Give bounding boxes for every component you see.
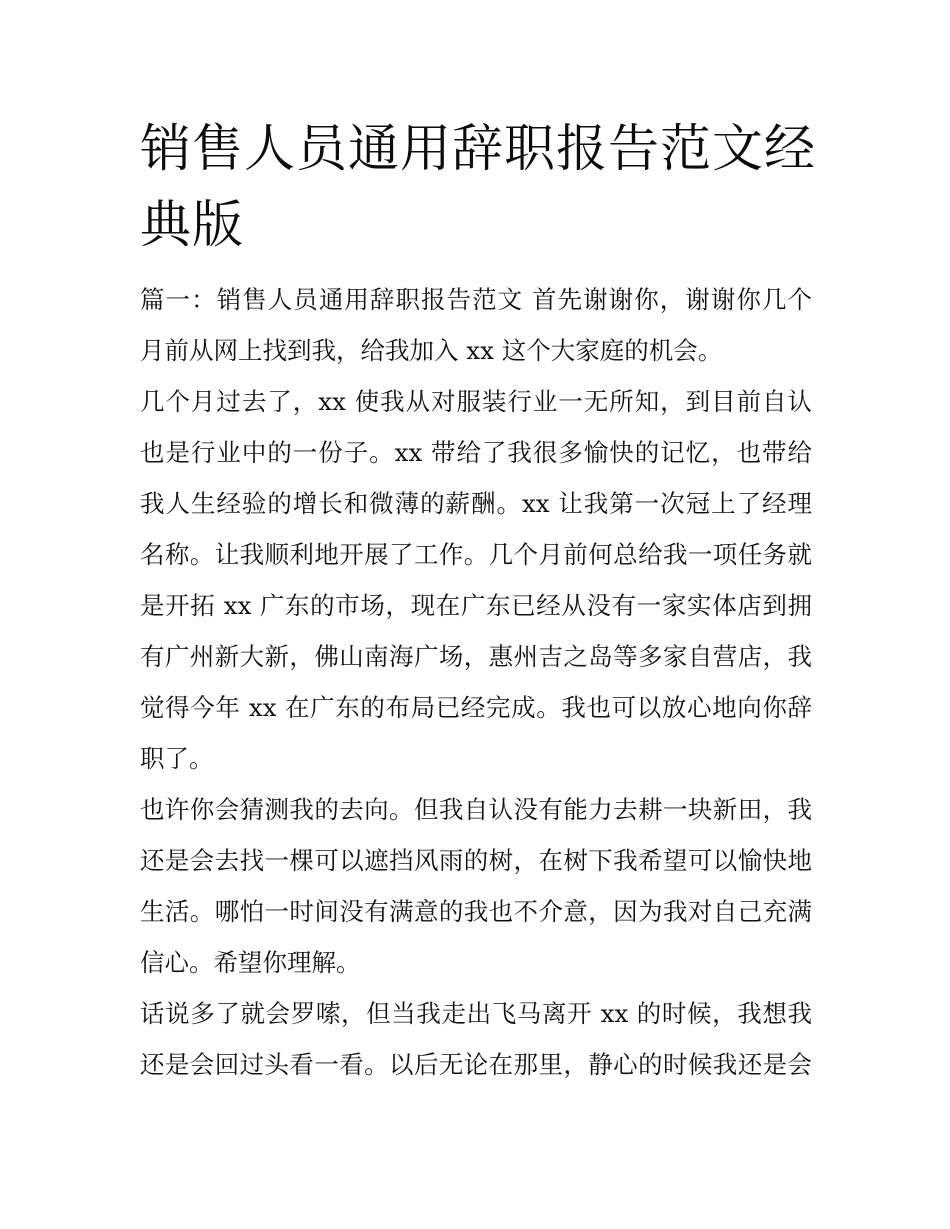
- text-line: 月前从网上找到我，给我加入 xx 这个大家庭的机会。: [140, 336, 723, 365]
- document-body: [140, 281, 812, 1097]
- document-title: [140, 112, 820, 264]
- text-line: 还是会去找一棵可以遮挡风雨的树，在树下我希望可以愉快地: [140, 846, 812, 875]
- text-line: 话说多了就会罗嗦，但当我走出飞马离开 xx 的时候，我想我: [140, 999, 812, 1028]
- text-line: 还是会回过头看一看。以后无论在那里，静心的时候我还是会: [140, 1050, 812, 1079]
- text-line: 觉得今年 xx 在广东的布局已经完成。我也可以放心地向你辞: [140, 693, 812, 722]
- text-line: 生活。哪怕一时间没有满意的我也不介意，因为我对自己充满: [140, 897, 812, 926]
- text-line: 我人生经验的增长和微薄的薪酬。xx 让我第一次冠上了经理: [140, 489, 812, 518]
- paragraph-1: [140, 281, 812, 383]
- paragraph-3: [140, 791, 812, 995]
- text-line: 信心。希望你理解。: [140, 948, 361, 977]
- paragraph-4: [140, 995, 812, 1097]
- text-line: 名称。让我顺利地开展了工作。几个月前何总给我一项任务就: [140, 540, 812, 569]
- title-line: 典版: [140, 196, 245, 255]
- text-line: 是开拓 xx 广东的市场，现在广东已经从没有一家实体店到拥: [140, 591, 812, 620]
- text-line: 有广州新大新，佛山南海广场，惠州吉之岛等多家自营店，我: [140, 642, 812, 671]
- paragraph-2: [140, 383, 812, 791]
- text-line: 也是行业中的一份子。xx 带给了我很多愉快的记忆，也带给: [140, 438, 812, 467]
- text-line: 也许你会猜测我的去向。但我自认没有能力去耕一块新田，我: [140, 795, 812, 824]
- text-line: 职了。: [140, 744, 214, 773]
- text-line: 篇一：销售人员通用辞职报告范文 首先谢谢你，谢谢你几个: [140, 285, 812, 314]
- text-line: 几个月过去了，xx 使我从对服装行业一无所知，到目前自认: [140, 387, 812, 416]
- title-line: 销售人员通用辞职报告范文经: [140, 120, 817, 179]
